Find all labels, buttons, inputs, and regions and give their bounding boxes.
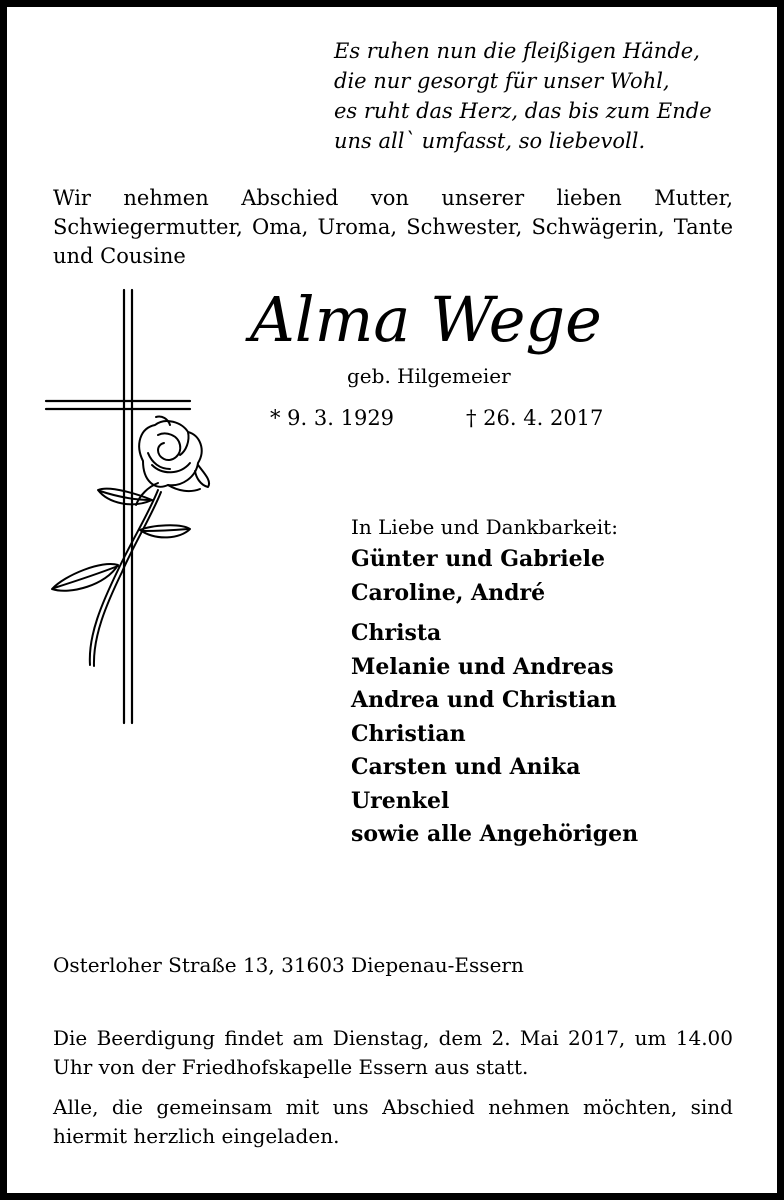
mourner-name: Christian [351,720,466,747]
mourner-name: Andrea und Christian [351,687,617,713]
mourner-name: Christa [351,620,442,646]
mourner-name: Carsten und Anika [351,754,581,780]
funeral-info: Die Beerdigung findet am Dienstag, dem 2. Mai 2017, um 14.00 Uhr von der Friedhofskapelle Essern aus statt. [53,1026,733,1079]
mourner-name: Urenkel [351,787,450,814]
invitation-text: Alle, die gemeinsam mit uns Abschied nehmen möchten, sind hiermit herzlich eingeladen. [53,1095,733,1148]
thanks-line: In Liebe und Dankbarkeit: [351,515,618,539]
deceased-name: Alma Wege [250,283,602,356]
poem-line: uns all` umfasst, so liebevoll. [334,129,646,153]
poem-line: es ruht das Herz, das bis zum Ende [334,99,712,123]
intro-text: Wir nehmen Abschied von unserer lieben Mutter, Schwiegermutter, Oma, Uroma, Schwester, Schwägerin, Tante und Cousine [53,186,733,268]
address: Osterloher Straße 13, 31603 Diepenau-Essern [53,953,524,977]
mourner-name: Caroline, André [351,579,546,606]
poem [334,36,754,156]
poem-line: die nur gesorgt für unser Wohl, [334,69,670,93]
mourners-list [351,543,638,852]
birth-date: * 9. 3. 1929 [270,406,395,430]
death-date: † 26. 4. 2017 [466,406,604,430]
rose-icon [52,416,209,666]
mourner-name: Günter und Gabriele [351,546,605,572]
cross-icon [40,285,220,735]
poem-line: Es ruhen nun die fleißigen Hände, [334,39,700,63]
mourner-name: sowie alle Angehörigen [351,821,639,847]
mourner-name: Melanie und Andreas [351,653,614,680]
maiden-name: geb. Hilgemeier [347,364,511,388]
